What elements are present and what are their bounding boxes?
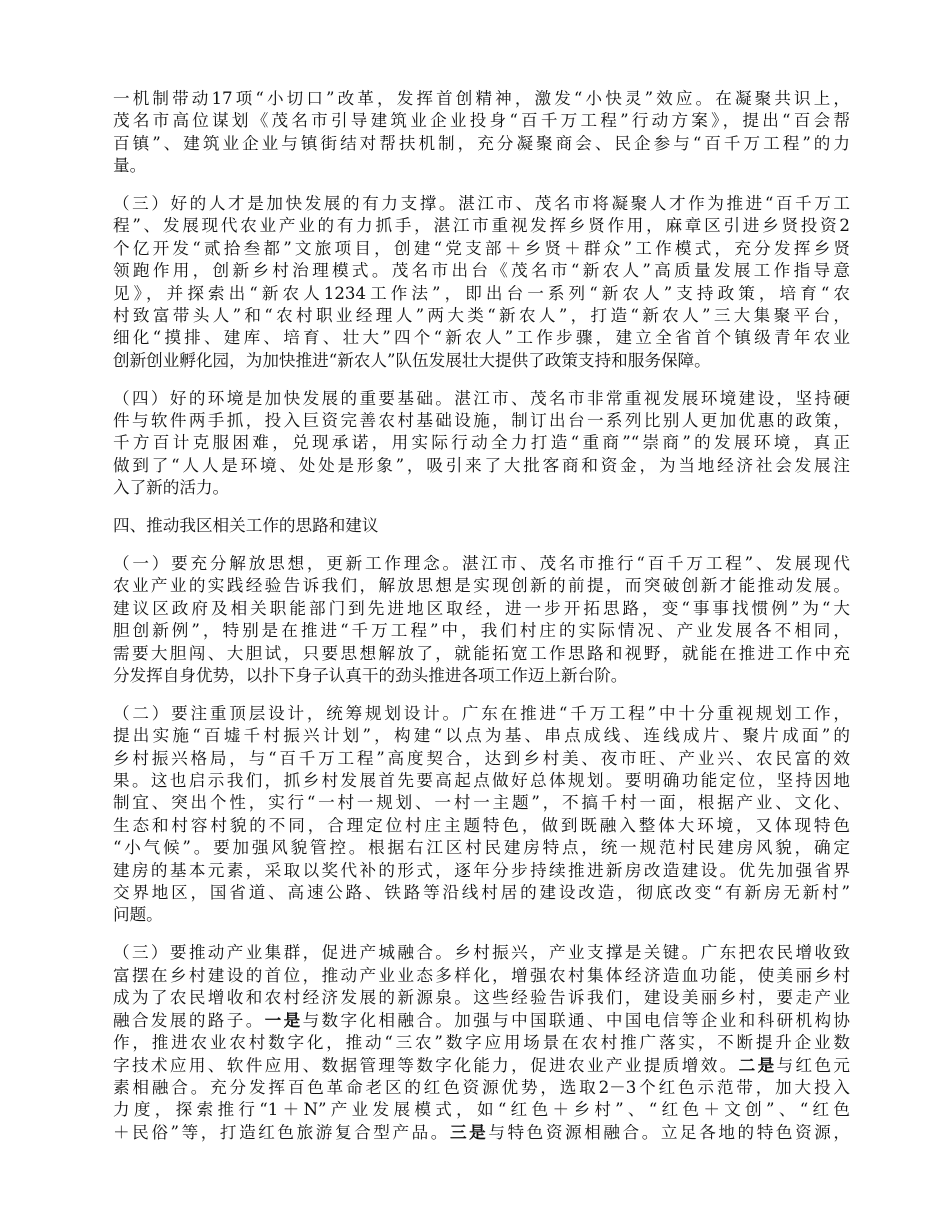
text-line: 个亿开发“贰拾叁都”文旅项目，创建“党支部＋乡贤＋群众”工作模式，充分发挥乡贤	[113, 238, 850, 258]
text-line: 创新创业孵化园，为加快推进“新农人”队伍发展壮大提供了政策支持和服务保障。	[113, 350, 711, 370]
text-line: （三）要推动产业集群，促进产城融合。乡村振兴，产业支撑是关键。广东把农民增收致	[113, 943, 850, 963]
text-line: 千方百计克服困难，兑现承诺，用实际行动全力打造“重商”“崇商”的发展环境，真正	[113, 433, 850, 453]
text-line: 四、推动我区相关工作的思路和建议	[113, 516, 379, 536]
paragraph-top-level-design	[113, 703, 850, 927]
text-line: 提出实施“百墟千村振兴计划”，构建“以点为基、串点成线、连线成片、聚片成面”的	[113, 726, 850, 746]
text-line: 力度，探索推行“1＋N”产业发展模式，如“红色＋乡村”、“红色＋文创”、“红色	[113, 1100, 850, 1120]
text-line: 作，推进农业农村数字化，推动“三农”数字应用场景在农村推广落实，不断提升企业数	[113, 1032, 850, 1052]
text-segment: ＋民俗”等，打造红色旅游复合型产品。	[113, 1123, 450, 1143]
text-line: 一机制带动17项“小切口”改革，发挥首创精神，激发“小快灵”效应。在凝聚共识上，	[113, 89, 850, 108]
bold-keyword: 二是	[738, 1055, 777, 1076]
text-line: 村致富带头人”和“农村职业经理人”两大类“新农人”，打造“新农人”三大集聚平台，	[113, 306, 850, 326]
text-line: 件与软件两手抓，投入巨资完善农村基础设施，制订出台一系列比别人更加优惠的政策，	[113, 411, 850, 431]
text-line: 见》，并探索出“新农人1234工作法”，即出台一系列“新农人”支持政策，培育“农	[113, 283, 850, 303]
text-line: 程”、发展现代农业产业的有力抓手，湛江市重视发挥乡贤作用，麻章区引进乡贤投资2	[113, 216, 850, 236]
text-segment: 字技术应用、软件应用、数据管理等数字化能力，促进农业产业提质增效。	[113, 1056, 739, 1076]
text-line	[113, 1121, 850, 1143]
text-line: 果。这也启示我们，抓乡村发展首先要高起点做好总体规划。要明确功能定位，坚持因地	[113, 771, 850, 791]
text-line: 问题。	[113, 905, 163, 925]
text-line	[113, 1054, 850, 1076]
text-line: 量。	[113, 156, 147, 176]
text-line: 农业产业的实践经验告诉我们，解放思想是实现创新的前提，而突破创新才能推动发展。	[113, 576, 850, 596]
text-segment: 与数字化相融合。加强与中国联通、中国电信等企业和科研机构协	[302, 1011, 851, 1031]
text-line: 百镇”、建筑业企业与镇街结对帮扶机制，充分凝聚商会、民企参与“百千万工程”的力	[113, 133, 850, 153]
text-segment: 与红色元	[776, 1056, 851, 1076]
paragraph-mechanism-continuation	[113, 88, 850, 178]
text-line: （四）好的环境是加快发展的重要基础。湛江市、茂名市非常重视发展环境建设，坚持硬	[113, 388, 850, 408]
text-line: 入了新的活力。	[113, 478, 230, 498]
text-line: 细化“摸排、建库、培育、壮大”四个“新农人”工作步骤，建立全省首个镇级青年农业	[113, 328, 850, 348]
text-line: （三）好的人才是加快发展的有力支撑。湛江市、茂名市将凝聚人才作为推进“百千万工	[113, 194, 850, 214]
text-line: 领跑作用，创新乡村治理模式。茂名市出台《茂名市“新农人”高质量发展工作指导意	[113, 261, 850, 281]
text-line: 胆创新例”，特别是在推进“千万工程”中，我们村庄的实际情况、产业发展各不相同，	[113, 621, 850, 641]
bold-keyword: 一是	[264, 1010, 303, 1031]
text-line: （一）要充分解放思想，更新工作理念。湛江市、茂名市推行“百千万工程”、发展现代	[113, 554, 850, 574]
text-line: 建房的基本元素，采取以奖代补的形式，逐年分步持续推进新房改造建设。优先加强省界	[113, 860, 850, 880]
text-line: 富摆在乡村建设的首位，推动产业业态多样化，增强农村集体经济造血功能，使美丽乡村	[113, 965, 850, 985]
text-line: 建议区政府及相关职能部门到先进地区取经，进一步开拓思路，变“事事找惯例”为“大	[113, 598, 850, 618]
text-line: 做到了“人人是环境、处处是形象”，吸引来了大批客商和资金，为当地经济社会发展注	[113, 455, 850, 475]
text-line: 需要大胆闯、大胆试，只要思想解放了，就能拓宽工作思路和视野，就能在推进工作中充	[113, 643, 850, 663]
text-line: “小气候”。要加强风貌管控。根据右江区村民建房特点，统一规范村民建房风貌，确定	[113, 838, 850, 858]
text-line: 分发挥自身优势，以扑下身子认真干的劲头推进各项工作迈上新台阶。	[113, 665, 628, 685]
paragraph-talent	[113, 193, 850, 372]
text-line: 乡村振兴格局，与“百千万工程”高度契合，达到乡村美、夜市旺、产业兴、农民富的效	[113, 748, 850, 768]
paragraph-environment	[113, 388, 850, 500]
text-line: 交界地区，国省道、高速公路、铁路等沿线村居的建设改造，彻底改变“有新房无新村”	[113, 883, 850, 902]
text-line: 成为了农民增收和农村经济发展的新源泉。这些经验告诉我们，建设美丽乡村，要走产业	[113, 988, 850, 1008]
text-line: 生态和村容村貌的不同，合理定位村庄主题特色，做到既融入整体大环境，又体现特色	[113, 815, 850, 835]
bold-keyword: 三是	[449, 1122, 489, 1143]
text-line: 制宜、突出个性，实行“一村一规划、一村一主题”，不搞千村一面，根据产业、文化、	[113, 793, 850, 813]
paragraph-emancipate-mind	[113, 553, 850, 687]
text-segment: 与特色资源相融合。立足各地的特色资源，	[488, 1123, 851, 1143]
text-segment: 融合发展的路子。	[113, 1011, 265, 1031]
document-body	[113, 88, 850, 1159]
text-line: 素相融合。充分发挥百色革命老区的红色资源优势，选取2－3个红色示范带，加大投入	[113, 1077, 850, 1097]
section-heading-4	[113, 515, 850, 537]
paragraph-industry-cluster	[113, 942, 850, 1144]
text-line: （二）要注重顶层设计，统筹规划设计。广东在推进“千万工程”中十分重视规划工作，	[113, 703, 850, 723]
text-line	[113, 1009, 850, 1031]
text-line: 茂名市高位谋划《茂名市引导建筑业企业投身“百千万工程”行动方案》，提出“百会帮	[113, 111, 850, 131]
